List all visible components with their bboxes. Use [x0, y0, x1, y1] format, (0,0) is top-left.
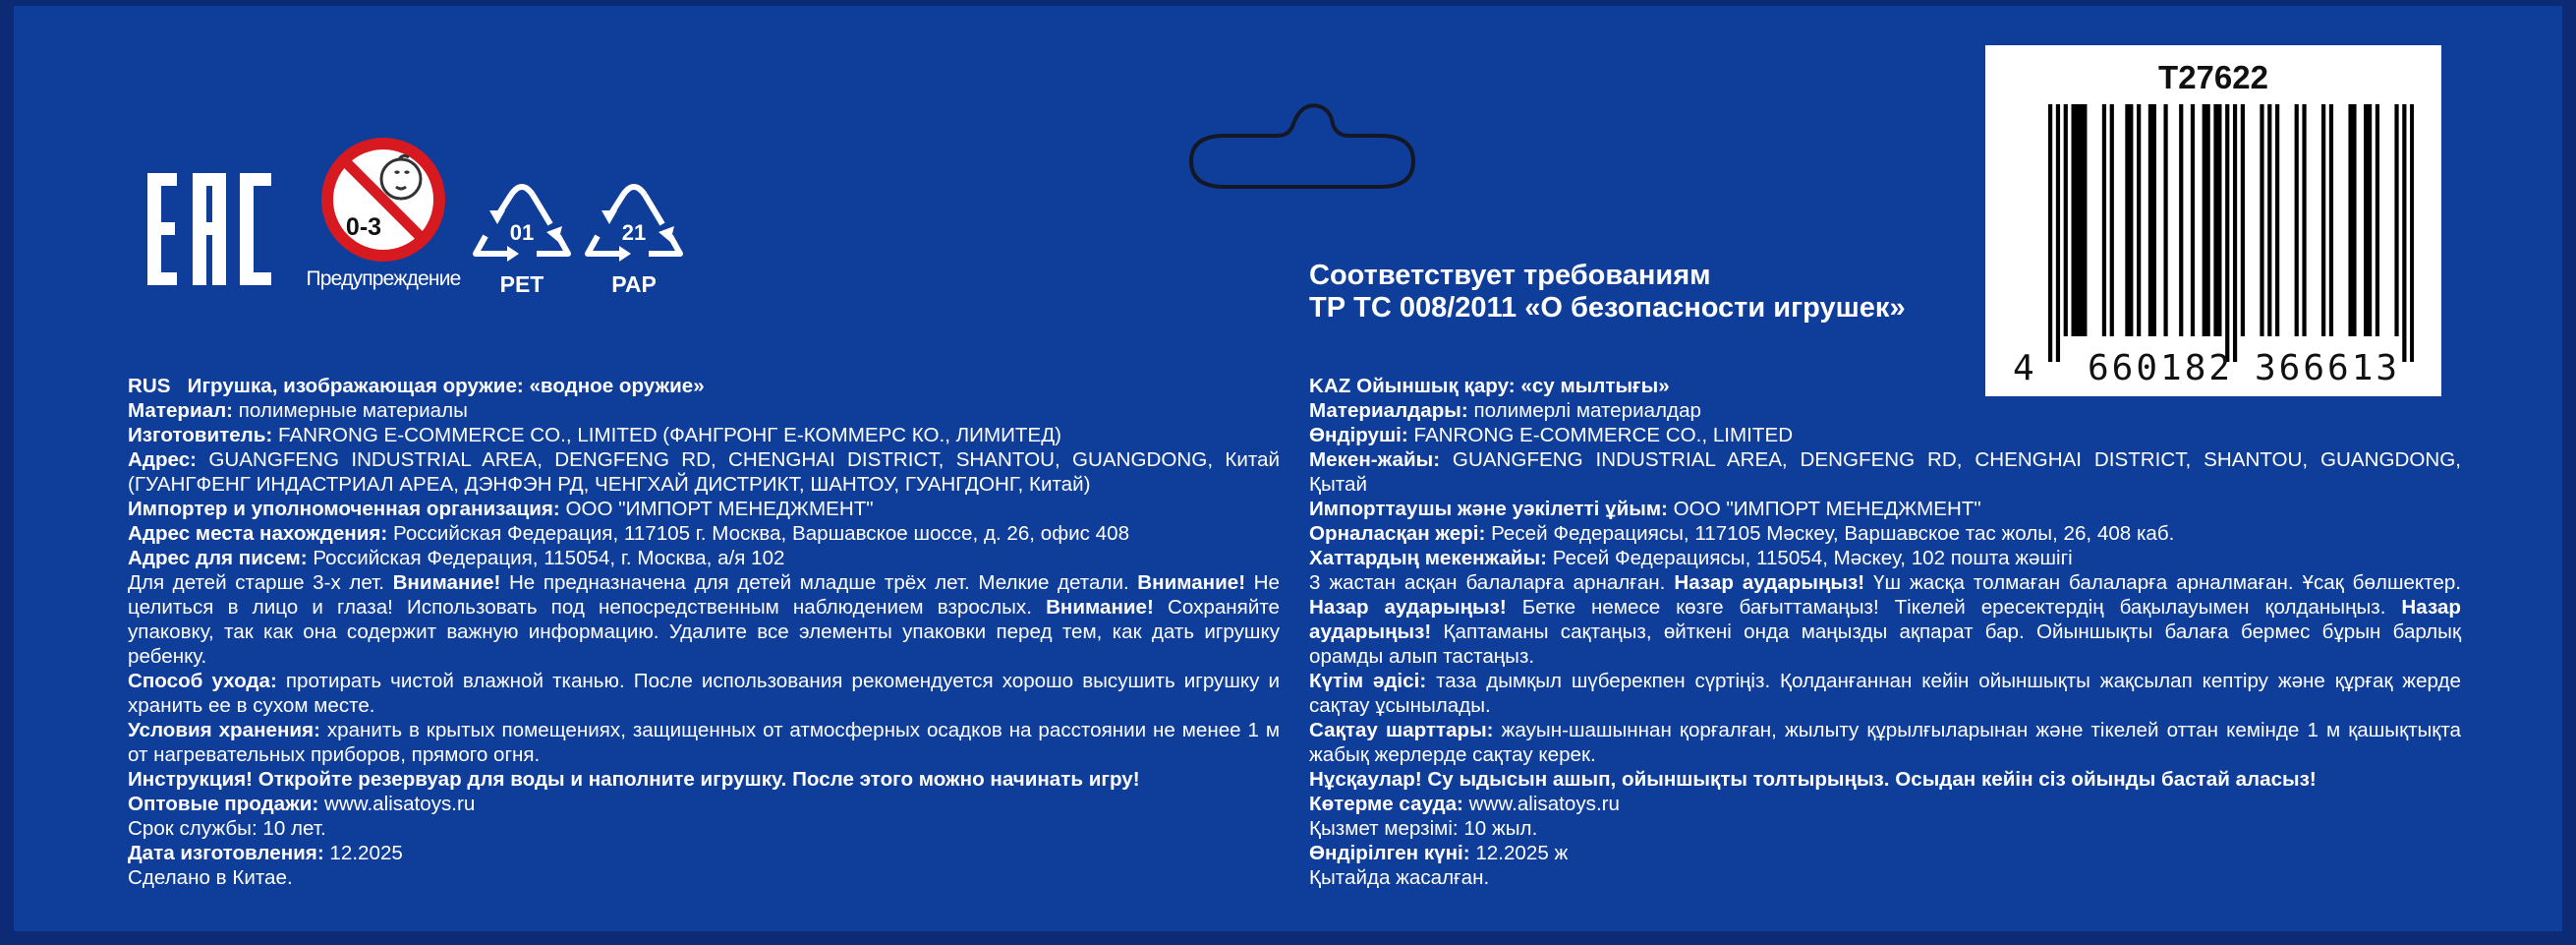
barcode-bar [2217, 104, 2221, 336]
warning-label: Внимание! [1137, 571, 1246, 594]
instruction-line [128, 767, 1280, 792]
barcode-bar [2302, 104, 2306, 336]
barcode-bar [2152, 104, 2156, 336]
care-label: Күтім әдісі: [1309, 670, 1427, 692]
storage-line [1309, 718, 2461, 767]
title-text: Ойыншық қару: «су мылтығы» [1356, 375, 1670, 397]
conformity-line-2: ТР ТС 008/2011 «О безопасности игрушек» [1309, 292, 1906, 324]
material-label: Материал: [128, 399, 234, 422]
care-label: Способ ухода: [128, 670, 277, 692]
location-value: Ресей Федерациясы, 117105 Мәскеу, Варшавское тас жолы, 26, 408 каб. [1491, 522, 2175, 545]
storage-label: Сақтау шарттары: [1309, 719, 1494, 741]
address-label: Адрес: [128, 448, 198, 471]
address-line [1309, 447, 2461, 497]
care-line [1309, 669, 2461, 718]
lang-code: KAZ [1309, 375, 1351, 397]
address-value: GUANGFENG INDUSTRIAL AREA, DENGFENG RD, CHENGHAI DISTRICT, SHANTOU, GUANGDONG, Китай (ГУАНГФЕНГ ИНДАСТРИАЛ АРЕА, ДЭНФЭН РД, ЧЕНГХАЙ ДИСТРИКТ, ШАНТОУ, ГУАНГДОНГ, Китай) [128, 448, 1280, 496]
barcode-bar [2125, 104, 2129, 336]
barcode-bar [2275, 104, 2279, 336]
barcode-bar [2079, 104, 2083, 336]
material-line [1309, 398, 2461, 423]
barcode-bar [2213, 104, 2217, 336]
warning-text: Қаптаманы сақтаңыз, өйткені онда маңызды ақпарат бар. Ойыншықты балаға бермес бұрын барлық орамды алып тастаңыз. [1309, 620, 2461, 668]
importer-label: Импортер и уполномоченная организация: [128, 498, 560, 520]
title-text: Игрушка, изображающая оружие: «водное оружие» [187, 375, 705, 397]
date-label: Дата изготовления: [128, 842, 324, 864]
svg-text:01: 01 [509, 220, 535, 245]
maker-label: Изготовитель: [128, 424, 273, 446]
date-value: 12.2025 ж [1475, 842, 1569, 864]
no-under-3-icon [305, 136, 462, 269]
location-value: Российская Федерация, 117105 г. Москва, Варшавское шоссе, д. 26, офис 408 [392, 522, 1130, 545]
barcode-digits-right: 366613 [2255, 348, 2401, 388]
barcode-bar [2376, 104, 2379, 336]
storage-label: Условия хранения: [128, 719, 320, 741]
instruction-line [1309, 767, 2461, 792]
warning-text: Үш жасқа толмаған балаларға арналмаған. Ұсақ бөлшектер. [1873, 571, 2461, 594]
service-life-line: Қызмет мерзімі: 10 жыл. [1309, 817, 1538, 840]
barcode-bar [2203, 104, 2206, 336]
material-line [128, 398, 1280, 423]
instruction-text: Нұсқаулар! Су ыдысын ашып, ойыншықты толтырыңыз. Осыдан кейін сіз ойынды бастай аласыз! [1309, 768, 2317, 791]
warning-label: Назар аударыңыз! [1674, 571, 1865, 594]
wholesale-line [128, 792, 1280, 816]
recycle-pet-caption: PET [499, 271, 544, 297]
barcode-bar [2137, 104, 2141, 336]
russian-text-column [128, 374, 1280, 890]
maker-line [128, 423, 1280, 447]
importer-line [1309, 497, 2461, 521]
barcode-bar [2064, 104, 2068, 336]
barcode-bar [2163, 104, 2167, 336]
barcode-bar [2260, 104, 2263, 336]
barcode-bar [2394, 104, 2398, 336]
date-line [1309, 841, 2461, 865]
instruction-text: Инструкция! Откройте резервуар для воды и наполните игрушку. После этого можно начинать игру! [128, 768, 1140, 791]
age-warning-caption: Предупреждение [306, 267, 461, 290]
recycle-pet-mark [472, 181, 572, 299]
barcode-bar [2191, 104, 2195, 336]
address-line [128, 447, 1280, 497]
barcode-bar [2110, 104, 2114, 336]
care-value: протирать чистой влажной тканью. После использования рекомендуется хорошо высушить игрушку и хранить ее в сухом месте. [128, 670, 1280, 717]
barcode-bar [2225, 104, 2229, 362]
address-value: GUANGFENG INDUSTRIAL AREA, DENGFENG RD, CHENGHAI DISTRICT, SHANTOU, GUANGDONG, Қытай [1309, 448, 2461, 496]
warning-label: Внимание! [392, 571, 501, 594]
age-text: Для детей старше 3-х лет. [128, 571, 384, 594]
barcode-bar [2368, 104, 2372, 336]
wholesale-line [1309, 792, 2461, 816]
product-title [1309, 374, 2461, 398]
warning-text: Не целиться в лицо и глаза! Использовать под непосредственным наблюдением взрослых. [128, 571, 1280, 619]
barcode-bar [2348, 104, 2352, 336]
importer-value: ООО "ИМПОРТ МЕНЕДЖМЕНТ" [565, 498, 874, 520]
article-code: T27622 [2158, 59, 2268, 95]
warning-label: Внимание! [1046, 596, 1154, 619]
age-text: 3 жастан асқан балаларға арналған. [1309, 571, 1666, 594]
origin-line: Қытайда жасалған. [1309, 866, 1490, 889]
address-label: Мекен-жайы: [1309, 448, 1441, 471]
warnings-block [128, 570, 1280, 669]
barcode-digit-first: 4 [2013, 348, 2034, 388]
barcode-bar [2267, 104, 2271, 336]
svg-text:21: 21 [621, 220, 647, 245]
warning-text: Сохраняйте упаковку, так как она содержит важную информацию. Удалите все элементы упаковки перед тем, как дать игрушку ребенку. [128, 596, 1280, 668]
eac-mark-icon [143, 165, 273, 293]
barcode-bar [2321, 104, 2325, 336]
storage-value: жауын-шашыннан қорғалған, жылыту құрылғыларынан және тікелей оттан кемінде 1 м қашықтықта жабық жерлерде сақтау керек. [1309, 719, 2461, 766]
storage-line [128, 718, 1280, 767]
kazakh-text-column [1309, 374, 2461, 890]
location-line [1309, 521, 2461, 546]
barcode-bar [2352, 104, 2356, 336]
mail-value: Российская Федерация, 115054, г. Москва, а/я 102 [313, 547, 785, 569]
barcode-bar [2402, 104, 2406, 362]
material-label: Материалдары: [1309, 399, 1468, 422]
barcode-bar [2148, 104, 2152, 336]
service-life-line: Срок службы: 10 лет. [128, 817, 326, 840]
barcode-bar [2075, 104, 2079, 336]
mail-label: Хаттардың мекенжайы: [1309, 547, 1547, 569]
maker-label: Өндіруші: [1309, 424, 1408, 446]
hang-hole-icon [1181, 96, 1423, 196]
recycle-pap-caption: PAP [611, 271, 657, 297]
wholesale-label: Көтерме сауда: [1309, 793, 1463, 815]
material-value: полимерные материалы [238, 399, 468, 422]
mail-line [1309, 546, 2461, 570]
date-line [128, 841, 1280, 865]
maker-value: FANRONG E-COMMERCE CO., LIMITED (ФАНГРОНГ Е-КОММЕРС КО., ЛИМИТЕД) [278, 424, 1062, 446]
barcode-bar [2056, 104, 2060, 362]
warning-text: Бетке немесе көзге бағыттамаңыз! Тікелей ересектердің бақылауымен қолданыңыз. [1521, 596, 2386, 619]
warning-label: Назар аударыңыз! [1309, 596, 1507, 619]
wholesale-label: Оптовые продажи: [128, 793, 319, 815]
age-warning-mark [305, 136, 462, 301]
barcode-bar [2071, 104, 2075, 336]
maker-value: FANRONG E-COMMERCE CO., LIMITED [1413, 424, 1794, 446]
care-value: таза дымқыл шүберекпен сүртіңіз. Қолданғаннан кейін ойыншықты жақсылап кептіру және құрғақ жерде сақтау ұсынылады. [1309, 670, 2461, 717]
mail-label: Адрес для писем: [128, 547, 308, 569]
conformity-statement [1309, 260, 1906, 325]
recycle-pap-mark [584, 181, 684, 299]
location-label: Адрес места нахождения: [128, 522, 388, 545]
product-title [128, 374, 1280, 398]
importer-line [128, 497, 1280, 521]
mail-line [128, 546, 1280, 570]
barcode-bar [2083, 104, 2087, 336]
importer-value: ООО "ИМПОРТ МЕНЕДЖМЕНТ" [1673, 498, 1981, 520]
barcode-bar [2233, 104, 2237, 362]
barcode-bar [2295, 104, 2299, 336]
barcode-bar [2206, 104, 2210, 336]
location-line [128, 521, 1280, 546]
maker-line [1309, 423, 2461, 447]
recycle-pet-icon [472, 181, 572, 275]
mail-value: Ресей Федерациясы, 115054, Мәскеу, 102 пошта жәшігі [1552, 547, 2073, 569]
barcode-bar [2329, 104, 2333, 336]
warning-text: Не предназначена для детей младше трёх лет. Мелкие детали. [508, 571, 1129, 594]
lang-code: RUS [128, 375, 171, 397]
conformity-line-1: Соответствует требованиям [1309, 260, 1711, 291]
barcode-bars [2048, 104, 2414, 362]
material-value: полимерлі материалдар [1473, 399, 1701, 422]
date-label: Өндірілген күні: [1309, 842, 1470, 864]
barcode-bar [2102, 104, 2106, 336]
origin-line: Сделано в Китае. [128, 866, 293, 889]
date-value: 12.2025 [329, 842, 403, 864]
warning-label: Назар аударыңыз! [1309, 596, 2461, 643]
warnings-block [1309, 570, 2461, 669]
barcode-bar [2410, 104, 2414, 362]
barcode-bar [2129, 104, 2133, 336]
wholesale-url: www.alisatoys.ru [323, 793, 476, 815]
recycle-pap-icon [584, 181, 684, 275]
barcode-box [1985, 45, 2441, 396]
wholesale-url: www.alisatoys.ru [1468, 793, 1620, 815]
importer-label: Импорттаушы және уәкілетті ұйым: [1309, 498, 1668, 520]
barcode-bar [2179, 104, 2183, 336]
care-line [128, 669, 1280, 718]
top-print-strip [14, 0, 2576, 6]
barcode-bar [2364, 104, 2368, 336]
barcode-bar [2241, 104, 2245, 336]
barcode-digits-left: 660182 [2088, 348, 2234, 388]
barcode-bar [2048, 104, 2052, 362]
location-label: Орналасқан жері: [1309, 522, 1486, 545]
svg-text:0-3: 0-3 [345, 213, 382, 241]
storage-value: хранить в крытых помещениях, защищенных от атмосферных осадков на расстоянии не менее 1 м от нагревательных приборов, прямого огня. [128, 719, 1280, 766]
